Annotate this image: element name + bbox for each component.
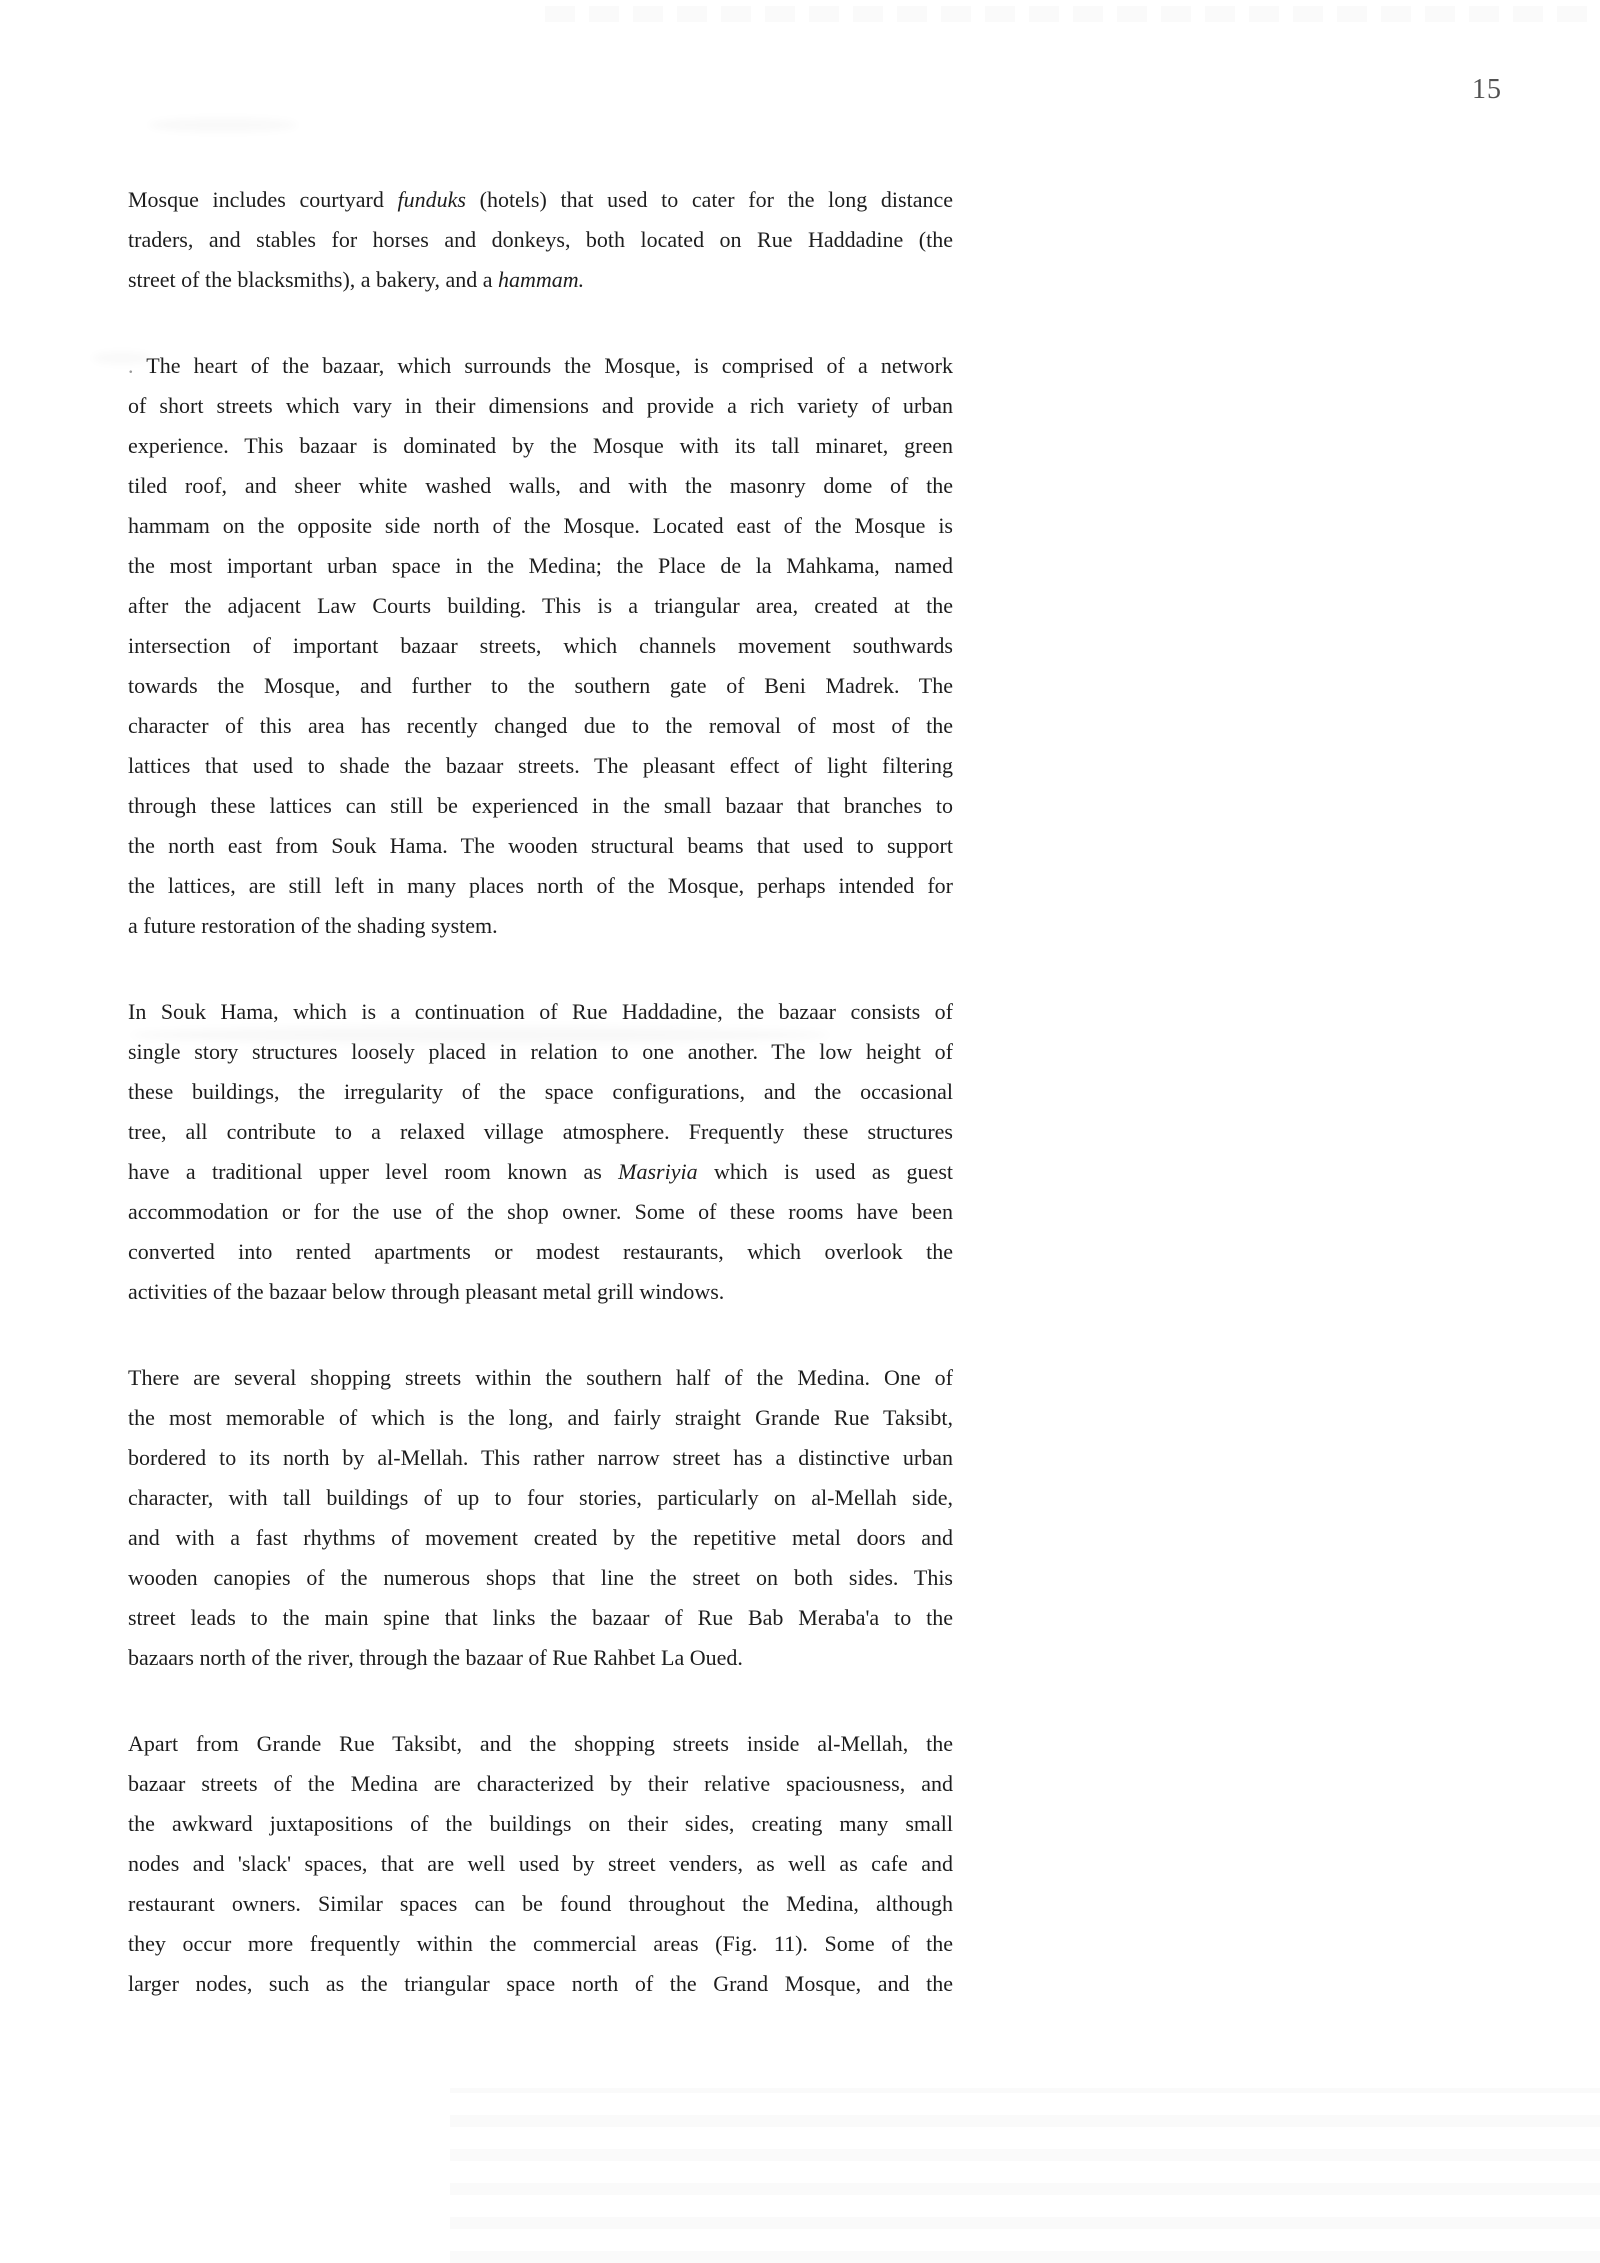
italic-term: funduks [397, 187, 466, 212]
text-run: character, with tall buildings of up to four stories, particularly on al-Mellah side, [128, 1485, 953, 1510]
text-run: activities of the bazaar below through pleasant metal grill windows. [128, 1279, 725, 1304]
text-run: and with a fast rhythms of movement created by the repetitive metal doors and [128, 1525, 953, 1550]
text-line [128, 1398, 953, 1438]
text-line [128, 260, 953, 300]
text-run: bazaars north of the river, through the bazaar of Rue Rahbet La Oued. [128, 1645, 743, 1670]
paragraph [128, 346, 953, 946]
text-run: wooden canopies of the numerous shops that line the street on both sides. This [128, 1565, 953, 1590]
text-line [128, 1638, 953, 1678]
paragraph [128, 1358, 953, 1678]
text-run: There are several shopping streets within the southern half of the Medina. One of [128, 1365, 953, 1390]
text-run: converted into rented apartments or modest restaurants, which overlook the [128, 1239, 953, 1264]
text-run: In Souk Hama, which is a continuation of Rue Haddadine, the bazaar consists of [128, 999, 953, 1024]
text-line [128, 746, 953, 786]
text-line [128, 706, 953, 746]
text-run: (hotels) that used to cater for the long distance [465, 187, 953, 212]
text-line [128, 1358, 953, 1398]
scan-smudge [148, 118, 298, 132]
text-run: intersection of important bazaar streets, which channels movement southwards [128, 633, 953, 658]
text-run: after the adjacent Law Courts building. This is a triangular area, created at the [128, 593, 953, 618]
text-run: street leads to the main spine that links the bazaar of Rue Bab Meraba'a to the [128, 1605, 953, 1630]
text-run: traders, and stables for horses and donkeys, both located on Rue Haddadine (the [128, 227, 953, 252]
text-run: tree, all contribute to a relaxed village atmosphere. Frequently these structures [128, 1119, 953, 1144]
text-run: of short streets which vary in their dimensions and provide a rich variety of urban [128, 393, 953, 418]
text-run: street of the blacksmiths), a bakery, and a [128, 267, 498, 292]
text-line [128, 666, 953, 706]
text-run: which is used as guest [697, 1159, 953, 1184]
text-line [128, 1924, 953, 1964]
italic-term: hammam. [498, 267, 585, 292]
text-line [128, 1964, 953, 2004]
text-line [128, 1724, 953, 1764]
text-run: the north east from Souk Hama. The wooden structural beams that used to support [128, 833, 953, 858]
text-run: the lattices, are still left in many places north of the Mosque, perhaps intended for [128, 873, 953, 898]
text-run: the awkward juxtapositions of the buildings on their sides, creating many small [128, 1811, 953, 1836]
text-line [128, 1598, 953, 1638]
text-run: Apart from Grande Rue Taksibt, and the shopping streets inside al-Mellah, the [128, 1731, 953, 1756]
page-number: 15 [1472, 74, 1502, 105]
text-line [128, 466, 953, 506]
text-line [128, 1032, 953, 1072]
text-line [128, 546, 953, 586]
text-line [128, 626, 953, 666]
text-run: Mosque includes courtyard [128, 187, 398, 212]
text-line [128, 1764, 953, 1804]
text-line [128, 1192, 953, 1232]
text-run: character of this area has recently changed due to the removal of most of the [128, 713, 953, 738]
text-line [128, 1884, 953, 1924]
text-run: bazaar streets of the Medina are characterized by their relative spaciousness, and [128, 1771, 953, 1796]
text-line [128, 1112, 953, 1152]
scan-artifact-bottom-edge [450, 2088, 1600, 2263]
text-line [128, 506, 953, 546]
text-run: The heart of the bazaar, which surrounds the Mosque, is comprised of a network [146, 353, 953, 378]
text-line [128, 586, 953, 626]
scan-artifact-top-edge [545, 6, 1600, 22]
text-run: larger nodes, such as the triangular space north of the Grand Mosque, and the [128, 1971, 953, 1996]
text-line [128, 1152, 953, 1192]
text-line [128, 866, 953, 906]
paragraph [128, 992, 953, 1312]
paragraph [128, 180, 953, 300]
text-run: bordered to its north by al-Mellah. This rather narrow street has a distinctive urban [128, 1445, 953, 1470]
text-run: hammam on the opposite side north of the Mosque. Located east of the Mosque is [128, 513, 953, 538]
text-run: these buildings, the irregularity of the space configurations, and the occasional [128, 1079, 953, 1104]
text-line [128, 1518, 953, 1558]
text-run: the most important urban space in the Medina; the Place de la Mahkama, named [128, 553, 953, 578]
text-block [128, 180, 953, 2050]
text-line [128, 426, 953, 466]
text-line [128, 786, 953, 826]
text-line [128, 386, 953, 426]
text-line [128, 220, 953, 260]
text-run: a future restoration of the shading system. [128, 913, 498, 938]
text-line [128, 992, 953, 1032]
text-line [128, 1272, 953, 1312]
text-run: towards the Mosque, and further to the southern gate of Beni Madrek. The [128, 673, 953, 698]
text-line [128, 1438, 953, 1478]
text-run: lattices that used to shade the bazaar streets. The pleasant effect of light filtering [128, 753, 953, 778]
text-run: have a traditional upper level room known as [128, 1159, 619, 1184]
text-line [128, 1072, 953, 1112]
text-line [128, 346, 953, 386]
text-run: they occur more frequently within the commercial areas (Fig. 11). Some of the [128, 1931, 953, 1956]
text-run: tiled roof, and sheer white washed walls, and with the masonry dome of the [128, 473, 953, 498]
text-run: accommodation or for the use of the shop owner. Some of these rooms have been [128, 1199, 953, 1224]
text-run: single story structures loosely placed in relation to one another. The low height of [128, 1039, 953, 1064]
text-run: . [128, 353, 147, 378]
text-run: the most memorable of which is the long, and fairly straight Grande Rue Taksibt, [128, 1405, 953, 1430]
text-line [128, 1558, 953, 1598]
text-run: nodes and 'slack' spaces, that are well used by street venders, as well as cafe and [128, 1851, 953, 1876]
text-line [128, 180, 953, 220]
text-line [128, 906, 953, 946]
paragraph [128, 1724, 953, 2004]
text-line [128, 1804, 953, 1844]
text-run: through these lattices can still be experienced in the small bazaar that branches to [128, 793, 953, 818]
text-line [128, 1478, 953, 1518]
text-line [128, 1232, 953, 1272]
text-line [128, 826, 953, 866]
italic-term: Masriyia [618, 1159, 698, 1184]
text-line [128, 1844, 953, 1884]
text-run: experience. This bazaar is dominated by the Mosque with its tall minaret, green [128, 433, 953, 458]
text-run: restaurant owners. Similar spaces can be found throughout the Medina, although [128, 1891, 953, 1916]
